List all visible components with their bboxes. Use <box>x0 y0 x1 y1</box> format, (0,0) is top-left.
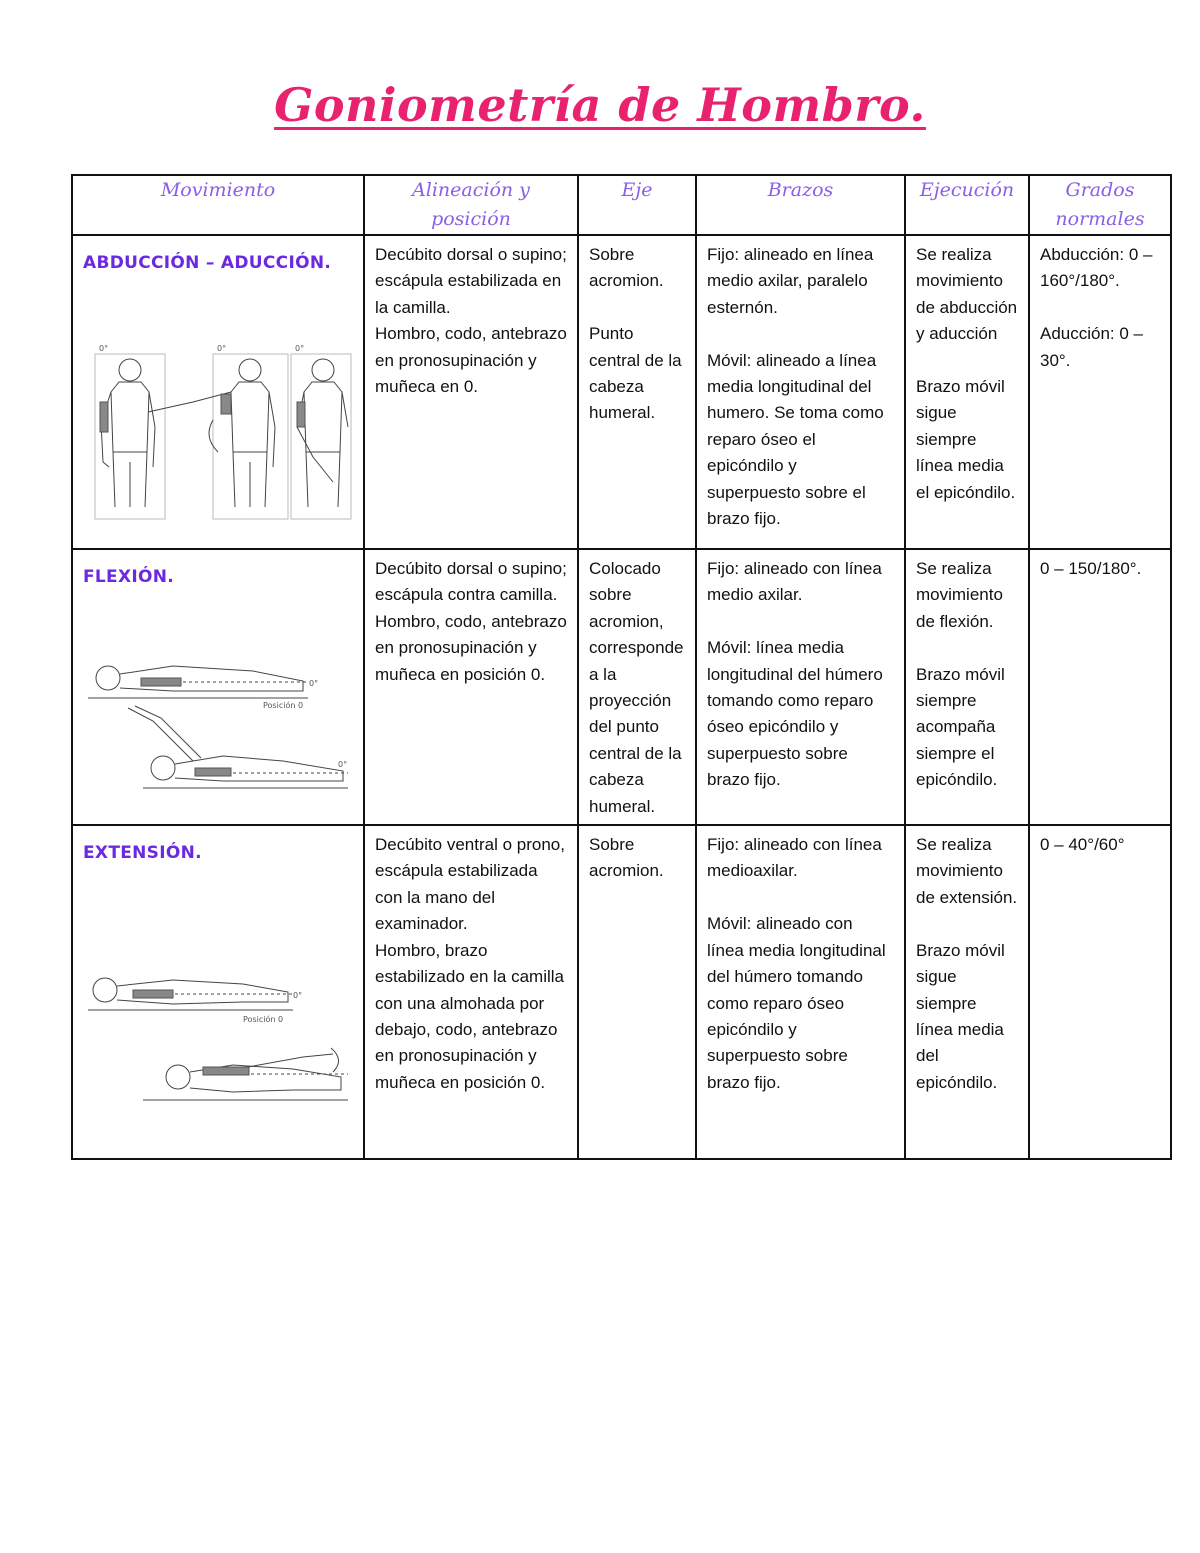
goniometry-table <box>71 174 1172 1160</box>
alignment-cell: Decúbito dorsal o supino; escápula estabilizada en la camilla. Hombro, codo, antebrazo en pronosupinación y muñeca en 0. <box>364 235 578 549</box>
execution-cell: Se realiza movimiento de abducción y aducción Brazo móvil sigue siempre línea media el epicóndilo. <box>905 235 1029 549</box>
header-axis: Eje <box>578 175 696 235</box>
page-title: Goniometría de Hombro. <box>274 78 926 132</box>
axis-cell: Sobre acromion. Punto central de la cabeza humeral. <box>578 235 696 549</box>
movement-name: EXTENSIÓN. <box>83 843 202 864</box>
abd-fig-zero-label: 0° <box>99 344 109 354</box>
ext-fig-zero: 0° <box>293 991 303 1001</box>
movement-cell <box>72 549 364 825</box>
execution-cell: Se realiza movimiento de extensión. Brazo móvil sigue siempre línea media del epicóndilo. <box>905 825 1029 1159</box>
arms-cell: Fijo: alineado con línea medio axilar. Móvil: línea media longitudinal del húmero tomando como reparo óseo epicóndilo y superpuesto sobre brazo fijo. <box>696 549 905 825</box>
alignment-cell: Decúbito ventral o prono, escápula estabilizada con la mano del examinador. Hombro, brazo estabilizado en la camilla con una almohada por debajo, codo, antebrazo en pronosupinación y muñeca en posición 0. <box>364 825 578 1159</box>
flex-fig-zero: 0° <box>309 679 319 689</box>
arms-cell: Fijo: alineado con línea medioaxilar. Móvil: alineado con línea media longitudinal del húmero tomando como reparo óseo epicóndilo y superpuesto sobre brazo fijo. <box>696 825 905 1159</box>
movement-name: ABDUCCIÓN – ADUCCIÓN. <box>83 253 332 273</box>
flexion-figure <box>83 636 353 796</box>
ext-fig-label: Posición 0 <box>243 1015 284 1025</box>
degrees-cell: 0 – 150/180°. <box>1029 549 1171 825</box>
degrees-cell: Abducción: 0 – 160°/180°. Aducción: 0 – 30°. <box>1029 235 1171 549</box>
arms-cell: Fijo: alineado en línea medio axilar, paralelo esternón. Móvil: alineado a línea media longitudinal del humero. Se toma como reparo óseo el epicóndilo y superpuesto sobre el brazo fijo. <box>696 235 905 549</box>
header-alignment: Alineación y posición <box>364 175 578 235</box>
flex-fig-label: Posición 0 <box>263 701 304 711</box>
abd-fig-zero-label-3: 0° <box>295 344 305 354</box>
header-degrees: Grados normales <box>1029 175 1171 235</box>
movement-name: FLEXIÓN. <box>83 567 175 587</box>
movement-cell <box>72 825 364 1159</box>
extension-figure <box>83 962 353 1107</box>
degrees-cell: 0 – 40°/60° <box>1029 825 1171 1159</box>
axis-cell: Colocado sobre acromion, corresponde a la proyección del punto central de la cabeza humeral. <box>578 549 696 825</box>
table-row-flexion <box>72 549 1171 825</box>
alignment-cell: Decúbito dorsal o supino; escápula contra camilla. Hombro, codo, antebrazo en pronosupinación y muñeca en posición 0. <box>364 549 578 825</box>
abd-fig-zero-label-2: 0° <box>217 344 227 354</box>
abduction-figure <box>83 342 353 522</box>
header-movement: Movimiento <box>72 175 364 235</box>
table-row-abduction <box>72 235 1171 549</box>
header-execution: Ejecución <box>905 175 1029 235</box>
table-row-extension <box>72 825 1171 1159</box>
axis-cell: Sobre acromion. <box>578 825 696 1159</box>
table-header-row <box>72 175 1171 235</box>
flex-fig-zero-2: 0° <box>338 760 348 770</box>
execution-cell: Se realiza movimiento de flexión. Brazo móvil siempre acompaña siempre el epicóndilo. <box>905 549 1029 825</box>
header-arms: Brazos <box>696 175 905 235</box>
movement-cell <box>72 235 364 549</box>
